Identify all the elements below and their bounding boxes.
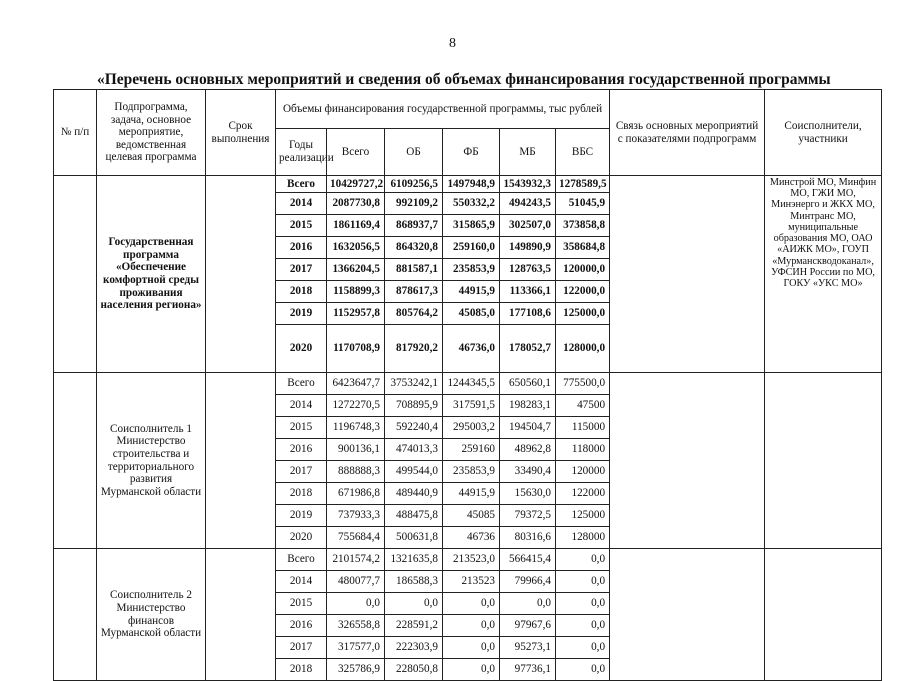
mb-cell: 198283,1: [500, 395, 556, 417]
participants-cell: Минстрой МО, Минфин МО, ГЖИ МО, Минэнерго и ЖКХ МО, Минтранс МО, муниципальные образования МО, ОАО «АИЖК МО», ГОУП «Мурманскводоканал», УФСИН России по МО, ГОКУ «УКС МО»: [765, 176, 882, 373]
document-title: «Перечень основных мероприятий и сведения об объемах финансирования государственной программы: [97, 71, 831, 88]
total-cell: 1632056,5: [327, 237, 385, 259]
fb-cell: 46736,0: [443, 325, 500, 373]
header-mb: МБ: [500, 129, 556, 176]
ob-cell: 1321635,8: [385, 549, 443, 571]
vbs-cell: 120000: [556, 461, 610, 483]
ob-cell: 488475,8: [385, 505, 443, 527]
year-cell: 2019: [276, 303, 327, 325]
vbs-cell: 0,0: [556, 549, 610, 571]
header-num: № п/п: [54, 90, 97, 176]
fb-cell: 45085: [443, 505, 500, 527]
page-number: 8: [449, 36, 456, 51]
year-cell: 2015: [276, 593, 327, 615]
participants-cell: [765, 549, 882, 681]
vbs-cell: 358684,8: [556, 237, 610, 259]
year-cell: 2014: [276, 395, 327, 417]
fb-cell: 259160: [443, 439, 500, 461]
ob-cell: 186588,3: [385, 571, 443, 593]
year-cell: 2014: [276, 571, 327, 593]
ob-cell: 474013,3: [385, 439, 443, 461]
vbs-cell: 0,0: [556, 659, 610, 681]
row-number-cell: [54, 373, 97, 549]
mb-cell: 177108,6: [500, 303, 556, 325]
fb-cell: 45085,0: [443, 303, 500, 325]
vbs-cell: 51045,9: [556, 193, 610, 215]
ob-cell: 500631,8: [385, 527, 443, 549]
year-cell: 2014: [276, 193, 327, 215]
vbs-cell: 0,0: [556, 637, 610, 659]
total-cell: 2101574,2: [327, 549, 385, 571]
year-cell: 2018: [276, 659, 327, 681]
program-name-cell: Соисполнитель 2 Министерство финансов Мурманской области: [97, 549, 206, 681]
mb-cell: 566415,4: [500, 549, 556, 571]
year-cell: 2015: [276, 215, 327, 237]
ob-cell: 881587,1: [385, 259, 443, 281]
total-cell: 480077,7: [327, 571, 385, 593]
total-cell: 1196748,3: [327, 417, 385, 439]
ob-cell: 592240,4: [385, 417, 443, 439]
ob-cell: 228591,2: [385, 615, 443, 637]
total-cell: 317577,0: [327, 637, 385, 659]
header-program: Подпрограмма, задача, основное мероприятие, ведомственная целевая программа: [97, 90, 206, 176]
mb-cell: 0,0: [500, 593, 556, 615]
ob-cell: 878617,3: [385, 281, 443, 303]
mb-cell: 194504,7: [500, 417, 556, 439]
mb-cell: 79372,5: [500, 505, 556, 527]
vbs-cell: 775500,0: [556, 373, 610, 395]
indicator-link-cell: [610, 549, 765, 681]
mb-cell: 178052,7: [500, 325, 556, 373]
year-cell: 2015: [276, 417, 327, 439]
total-cell: 900136,1: [327, 439, 385, 461]
vbs-cell: 1278589,5: [556, 176, 610, 193]
header-total: Всего: [327, 129, 385, 176]
year-cell: Всего: [276, 176, 327, 193]
fb-cell: 44915,9: [443, 281, 500, 303]
ob-cell: 708895,9: [385, 395, 443, 417]
fb-cell: 213523: [443, 571, 500, 593]
total-cell: 1152957,8: [327, 303, 385, 325]
total-cell: 1272270,5: [327, 395, 385, 417]
program-name-cell: Государственная программа «Обеспечение комфортной среды проживания населения региона»: [97, 176, 206, 373]
year-cell: Всего: [276, 373, 327, 395]
year-cell: 2016: [276, 615, 327, 637]
ob-cell: 3753242,1: [385, 373, 443, 395]
total-cell: 755684,4: [327, 527, 385, 549]
total-cell: 1366204,5: [327, 259, 385, 281]
mb-cell: 494243,5: [500, 193, 556, 215]
fb-cell: 295003,2: [443, 417, 500, 439]
total-cell: 1861169,4: [327, 215, 385, 237]
mb-cell: 302507,0: [500, 215, 556, 237]
ob-cell: 6109256,5: [385, 176, 443, 193]
mb-cell: 149890,9: [500, 237, 556, 259]
vbs-cell: 125000: [556, 505, 610, 527]
vbs-cell: 122000,0: [556, 281, 610, 303]
vbs-cell: 118000: [556, 439, 610, 461]
total-cell: 0,0: [327, 593, 385, 615]
ob-cell: 805764,2: [385, 303, 443, 325]
table-row: [54, 549, 882, 571]
ob-cell: 864320,8: [385, 237, 443, 259]
fb-cell: 0,0: [443, 637, 500, 659]
mb-cell: 1543932,3: [500, 176, 556, 193]
ob-cell: 228050,8: [385, 659, 443, 681]
header-vbs: ВБС: [556, 129, 610, 176]
header-fb: ФБ: [443, 129, 500, 176]
mb-cell: 48962,8: [500, 439, 556, 461]
indicator-link-cell: [610, 373, 765, 549]
table-row: [54, 373, 882, 395]
vbs-cell: 47500: [556, 395, 610, 417]
row-number-cell: [54, 549, 97, 681]
fb-cell: 46736: [443, 527, 500, 549]
vbs-cell: 128000,0: [556, 325, 610, 373]
fb-cell: 235853,9: [443, 461, 500, 483]
year-cell: 2020: [276, 527, 327, 549]
mb-cell: 650560,1: [500, 373, 556, 395]
total-cell: 10429727,2: [327, 176, 385, 193]
total-cell: 671986,8: [327, 483, 385, 505]
row-number-cell: [54, 176, 97, 373]
vbs-cell: 122000: [556, 483, 610, 505]
vbs-cell: 115000: [556, 417, 610, 439]
mb-cell: 128763,5: [500, 259, 556, 281]
term-cell: [206, 373, 276, 549]
header-years: Годы реализации: [276, 129, 327, 176]
vbs-cell: 120000,0: [556, 259, 610, 281]
ob-cell: 992109,2: [385, 193, 443, 215]
total-cell: 326558,8: [327, 615, 385, 637]
header-ob: ОБ: [385, 129, 443, 176]
fb-cell: 0,0: [443, 615, 500, 637]
ob-cell: 817920,2: [385, 325, 443, 373]
mb-cell: 15630,0: [500, 483, 556, 505]
vbs-cell: 0,0: [556, 571, 610, 593]
ob-cell: 868937,7: [385, 215, 443, 237]
fb-cell: 1497948,9: [443, 176, 500, 193]
vbs-cell: 128000: [556, 527, 610, 549]
mb-cell: 80316,6: [500, 527, 556, 549]
fb-cell: 317591,5: [443, 395, 500, 417]
fb-cell: 550332,2: [443, 193, 500, 215]
fb-cell: 235853,9: [443, 259, 500, 281]
vbs-cell: 373858,8: [556, 215, 610, 237]
fb-cell: 315865,9: [443, 215, 500, 237]
year-cell: 2017: [276, 259, 327, 281]
header-link: Связь основных мероприятий с показателями подпрограмм: [610, 90, 765, 176]
year-cell: 2019: [276, 505, 327, 527]
ob-cell: 489440,9: [385, 483, 443, 505]
mb-cell: 97967,6: [500, 615, 556, 637]
year-cell: 2017: [276, 637, 327, 659]
fb-cell: 259160,0: [443, 237, 500, 259]
mb-cell: 113366,1: [500, 281, 556, 303]
header-row-1: [54, 90, 882, 129]
year-cell: 2018: [276, 483, 327, 505]
ob-cell: 222303,9: [385, 637, 443, 659]
fb-cell: 44915,9: [443, 483, 500, 505]
vbs-cell: 125000,0: [556, 303, 610, 325]
mb-cell: 97736,1: [500, 659, 556, 681]
total-cell: 2087730,8: [327, 193, 385, 215]
year-cell: 2017: [276, 461, 327, 483]
mb-cell: 79966,4: [500, 571, 556, 593]
year-cell: 2016: [276, 439, 327, 461]
ob-cell: 0,0: [385, 593, 443, 615]
total-cell: 325786,9: [327, 659, 385, 681]
year-cell: 2016: [276, 237, 327, 259]
mb-cell: 95273,1: [500, 637, 556, 659]
fb-cell: 213523,0: [443, 549, 500, 571]
year-cell: 2018: [276, 281, 327, 303]
vbs-cell: 0,0: [556, 593, 610, 615]
total-cell: 737933,3: [327, 505, 385, 527]
year-cell: 2020: [276, 325, 327, 373]
total-cell: 1158899,3: [327, 281, 385, 303]
ob-cell: 499544,0: [385, 461, 443, 483]
term-cell: [206, 549, 276, 681]
fb-cell: 0,0: [443, 659, 500, 681]
funding-table: [53, 89, 882, 681]
header-term: Срок выполнения: [206, 90, 276, 176]
vbs-cell: 0,0: [556, 615, 610, 637]
total-cell: 1170708,9: [327, 325, 385, 373]
participants-cell: [765, 373, 882, 549]
fb-cell: 1244345,5: [443, 373, 500, 395]
indicator-link-cell: [610, 176, 765, 373]
year-cell: Всего: [276, 549, 327, 571]
table-row: [54, 176, 882, 193]
term-cell: [206, 176, 276, 373]
total-cell: 888888,3: [327, 461, 385, 483]
fb-cell: 0,0: [443, 593, 500, 615]
mb-cell: 33490,4: [500, 461, 556, 483]
header-co: Соисполнители, участники: [765, 90, 882, 176]
program-name-cell: Соисполнитель 1 Министерство строительства и территориального развития Мурманской области: [97, 373, 206, 549]
total-cell: 6423647,7: [327, 373, 385, 395]
header-funding: Объемы финансирования государственной программы, тыс рублей: [276, 90, 610, 129]
